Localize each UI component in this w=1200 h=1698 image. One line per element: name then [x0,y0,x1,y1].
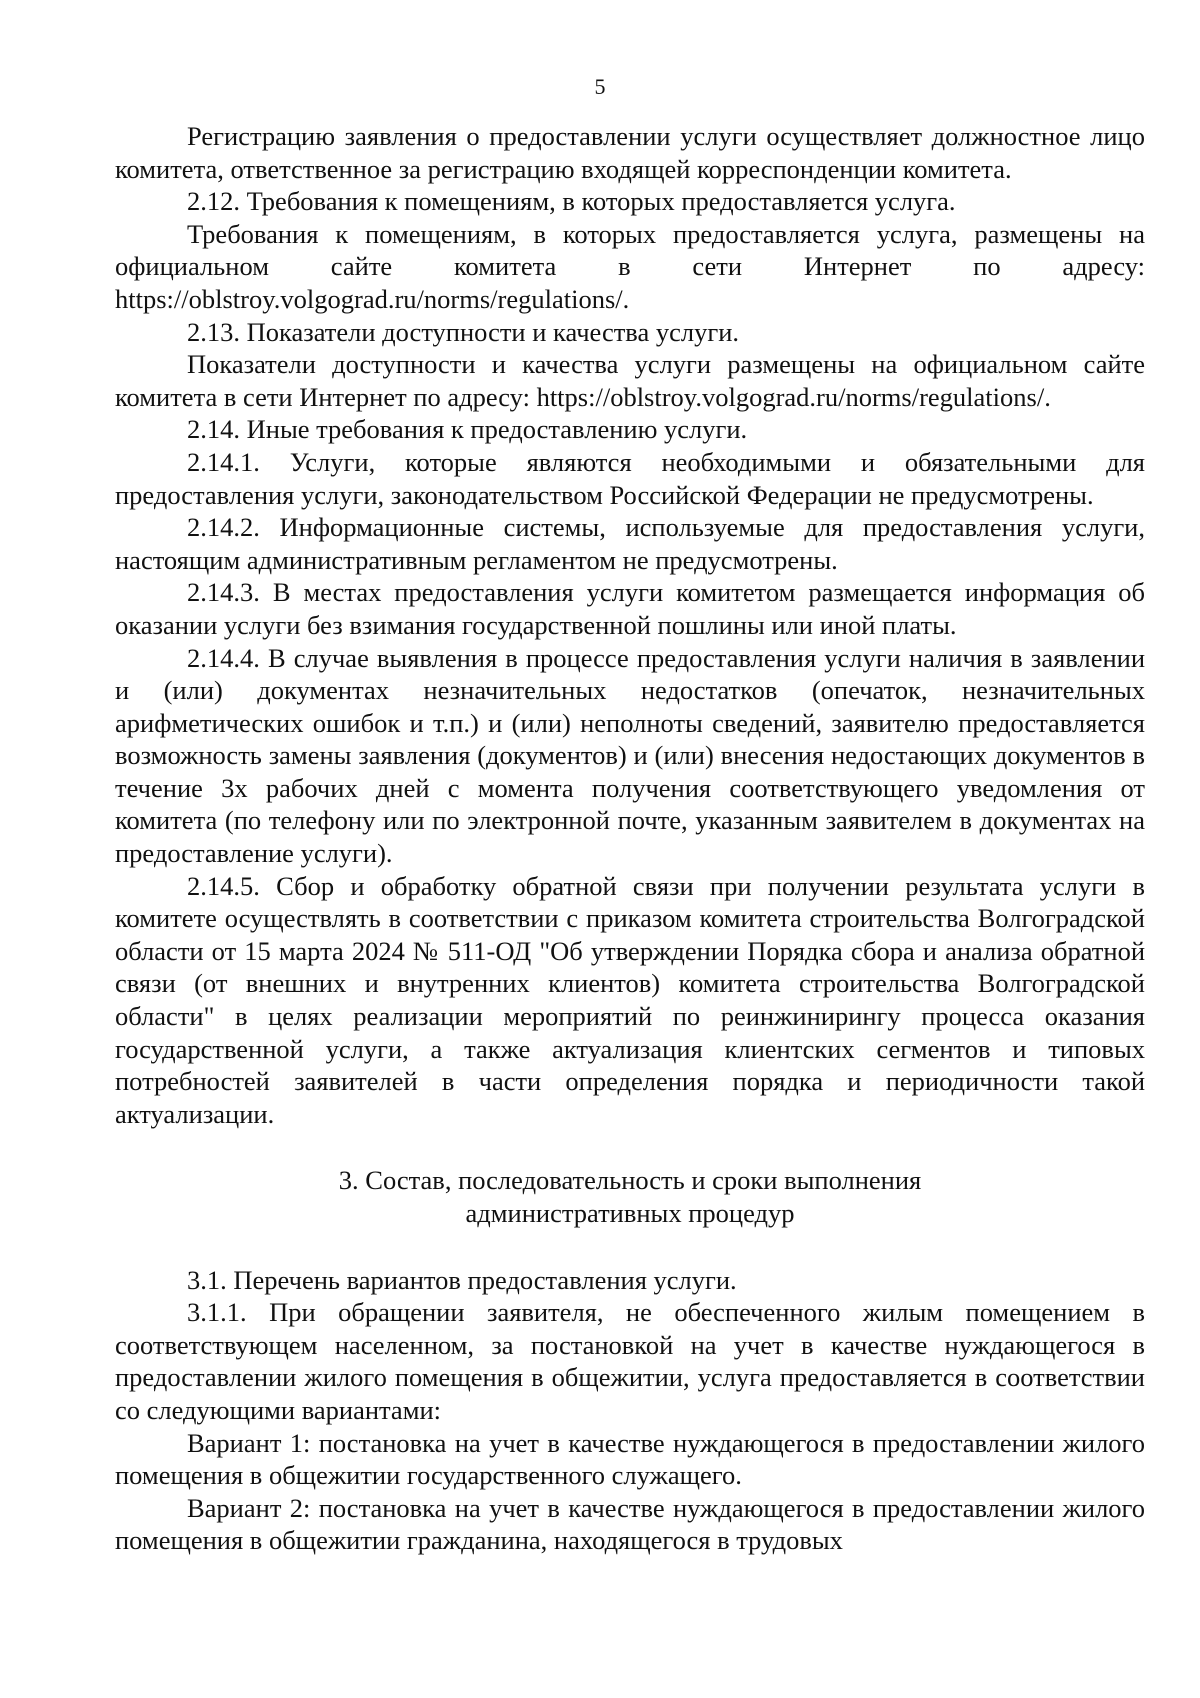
paragraph-registration: Регистрацию заявления о предоставлении услуги осуществляет должностное лицо комитета, ответственное за регистрацию входящей корреспонденции комитета. [115,121,1145,184]
section-heading-line-2: административных процедур [465,1198,795,1228]
paragraph-2-14-title: 2.14. Иные требования к предоставлению услуги. [187,414,748,445]
document-body [115,120,1145,1557]
paragraph-variant-2: Вариант 2: постановка на учет в качестве нуждающегося в предоставлении жилого помещения в общежитии гражданина, находящегося в трудовых [115,1492,1145,1556]
paragraph-2-12-title: 2.12. Требования к помещениям, в которых предоставляется услуга. [187,186,956,217]
paragraph-2-13-body: Показатели доступности и качества услуги размещены на официальном сайте комитета в сети Интернет по адресу: https://oblstroy.volgograd.ru/norms/regulations/. [115,349,1145,412]
section-heading-line-1: 3. Состав, последовательность и сроки выполнения [338,1165,922,1196]
paragraph-2-14-5: 2.14.5. Сбор и обработку обратной связи при получении результата услуги в комитете осуществлять в соответствии с приказом комитета строительства Волгоградской области от 15 марта 2024 № 511-ОД "Об утверждении Порядка сбора и анализа обратной связи (от внешних и внутренних клиентов) комитета строительства Волгоградской области" в целях реализации мероприятий по реинжинирингу процесса оказания государственной услуги, а также актуализация клиентских сегментов и типовых потребностей заявителей в части определения порядка и периодичности такой актуализации. [115,870,1145,1129]
page-number: 5 [594,74,606,99]
paragraph-2-14-3: 2.14.3. В местах предоставления услуги комитетом размещается информация об оказании услуги без взимания государственной пошлины или иной платы. [115,577,1145,640]
paragraph-2-14-4: 2.14.4. В случае выявления в процессе предоставления услуги наличия в заявлении и (или) документах незначительных недостатков (опечаток, незначительных арифметических ошибок и т.п.) и (или) неполноты сведений, заявителю предоставляется возможность замены заявления (документов) и (или) внесения недостающих документов в течение 3х рабочих дней с момента получения соответствующего уведомления от комитета (по телефону или по электронной почте, указанным заявителем в документах на предоставление услуги). [115,642,1145,869]
paragraph-3-1-1: 3.1.1. При обращении заявителя, не обеспеченного жилым помещением в соответствующем населенном, за постановкой на учет в качестве нуждающегося в предоставлении жилого помещения в общежитии, услуга предоставляется в соответствии со следующими вариантами: [115,1297,1145,1425]
section-heading [115,1164,1145,1229]
paragraph-2-13-title: 2.13. Показатели доступности и качества услуги. [187,316,740,347]
paragraph-2-12-body: Требования к помещениям, в которых предоставляется услуга, размещены на официальном сайте комитета в сети Интернет по адресу: https://oblstroy.volgograd.ru/norms/regulations/. [115,218,1145,314]
paragraph-2-14-2: 2.14.2. Информационные системы, используемые для предоставления услуги, настоящим административным регламентом не предусмотрены. [115,512,1145,575]
paragraph-2-14-1: 2.14.1. Услуги, которые являются необходимыми и обязательными для предоставления услуги, законодательством Российской Федерации не предусмотрены. [115,446,1145,510]
paragraph-3-1-title: 3.1. Перечень вариантов предоставления услуги. [187,1264,737,1295]
paragraph-variant-1: Вариант 1: постановка на учет в качестве нуждающегося в предоставлении жилого помещения в общежитии государственного служащего. [115,1427,1145,1491]
